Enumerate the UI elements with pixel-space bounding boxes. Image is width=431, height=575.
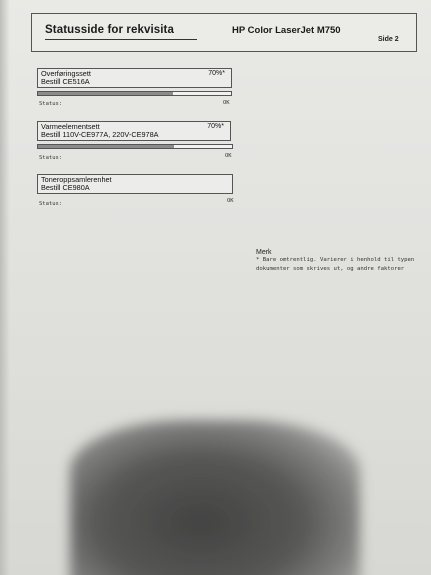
supply-order-number: Bestill CE980A — [41, 183, 90, 192]
note-title: Merk — [256, 249, 272, 256]
status-label: Status: — [39, 201, 63, 207]
supply-box-transfer-kit — [37, 68, 232, 88]
paper-left-edge — [0, 0, 10, 575]
supply-order-number: Bestill 110V-CE977A, 220V-CE978A — [41, 130, 159, 139]
supply-order-number: Bestill CE516A — [41, 77, 90, 86]
supply-name: Overføringssett — [41, 69, 91, 78]
status-value: OK — [223, 100, 230, 106]
title-underline — [45, 39, 197, 40]
supply-box-toner-collection-unit — [37, 174, 233, 194]
gauge-fill — [38, 92, 173, 95]
supply-percent: 70%* — [207, 123, 224, 130]
page-title: Statusside for rekvisita — [45, 24, 174, 36]
photo-shadow — [70, 420, 360, 575]
printer-model: HP Color LaserJet M750 — [232, 25, 341, 36]
page-header — [31, 13, 417, 52]
supply-box-fuser-kit — [37, 121, 231, 141]
note-line: dokumenter som skrives ut, og andre faktorer — [256, 266, 405, 272]
supply-gauge-transfer-kit — [37, 91, 232, 96]
supply-name: Toneroppsamlerenhet — [41, 175, 112, 184]
gauge-fill — [38, 145, 174, 148]
status-value: OK — [225, 153, 232, 159]
supply-percent: 70%* — [208, 70, 225, 77]
status-value: OK — [227, 198, 234, 204]
note-line: * Bare omtrentlig. Varierer i henhold til typen — [256, 257, 415, 263]
status-label: Status: — [39, 155, 63, 161]
supply-gauge-fuser-kit — [37, 144, 233, 149]
supply-name: Varmeelementsett — [41, 122, 100, 131]
page-number: Side 2 — [378, 36, 399, 43]
status-label: Status: — [39, 101, 63, 107]
